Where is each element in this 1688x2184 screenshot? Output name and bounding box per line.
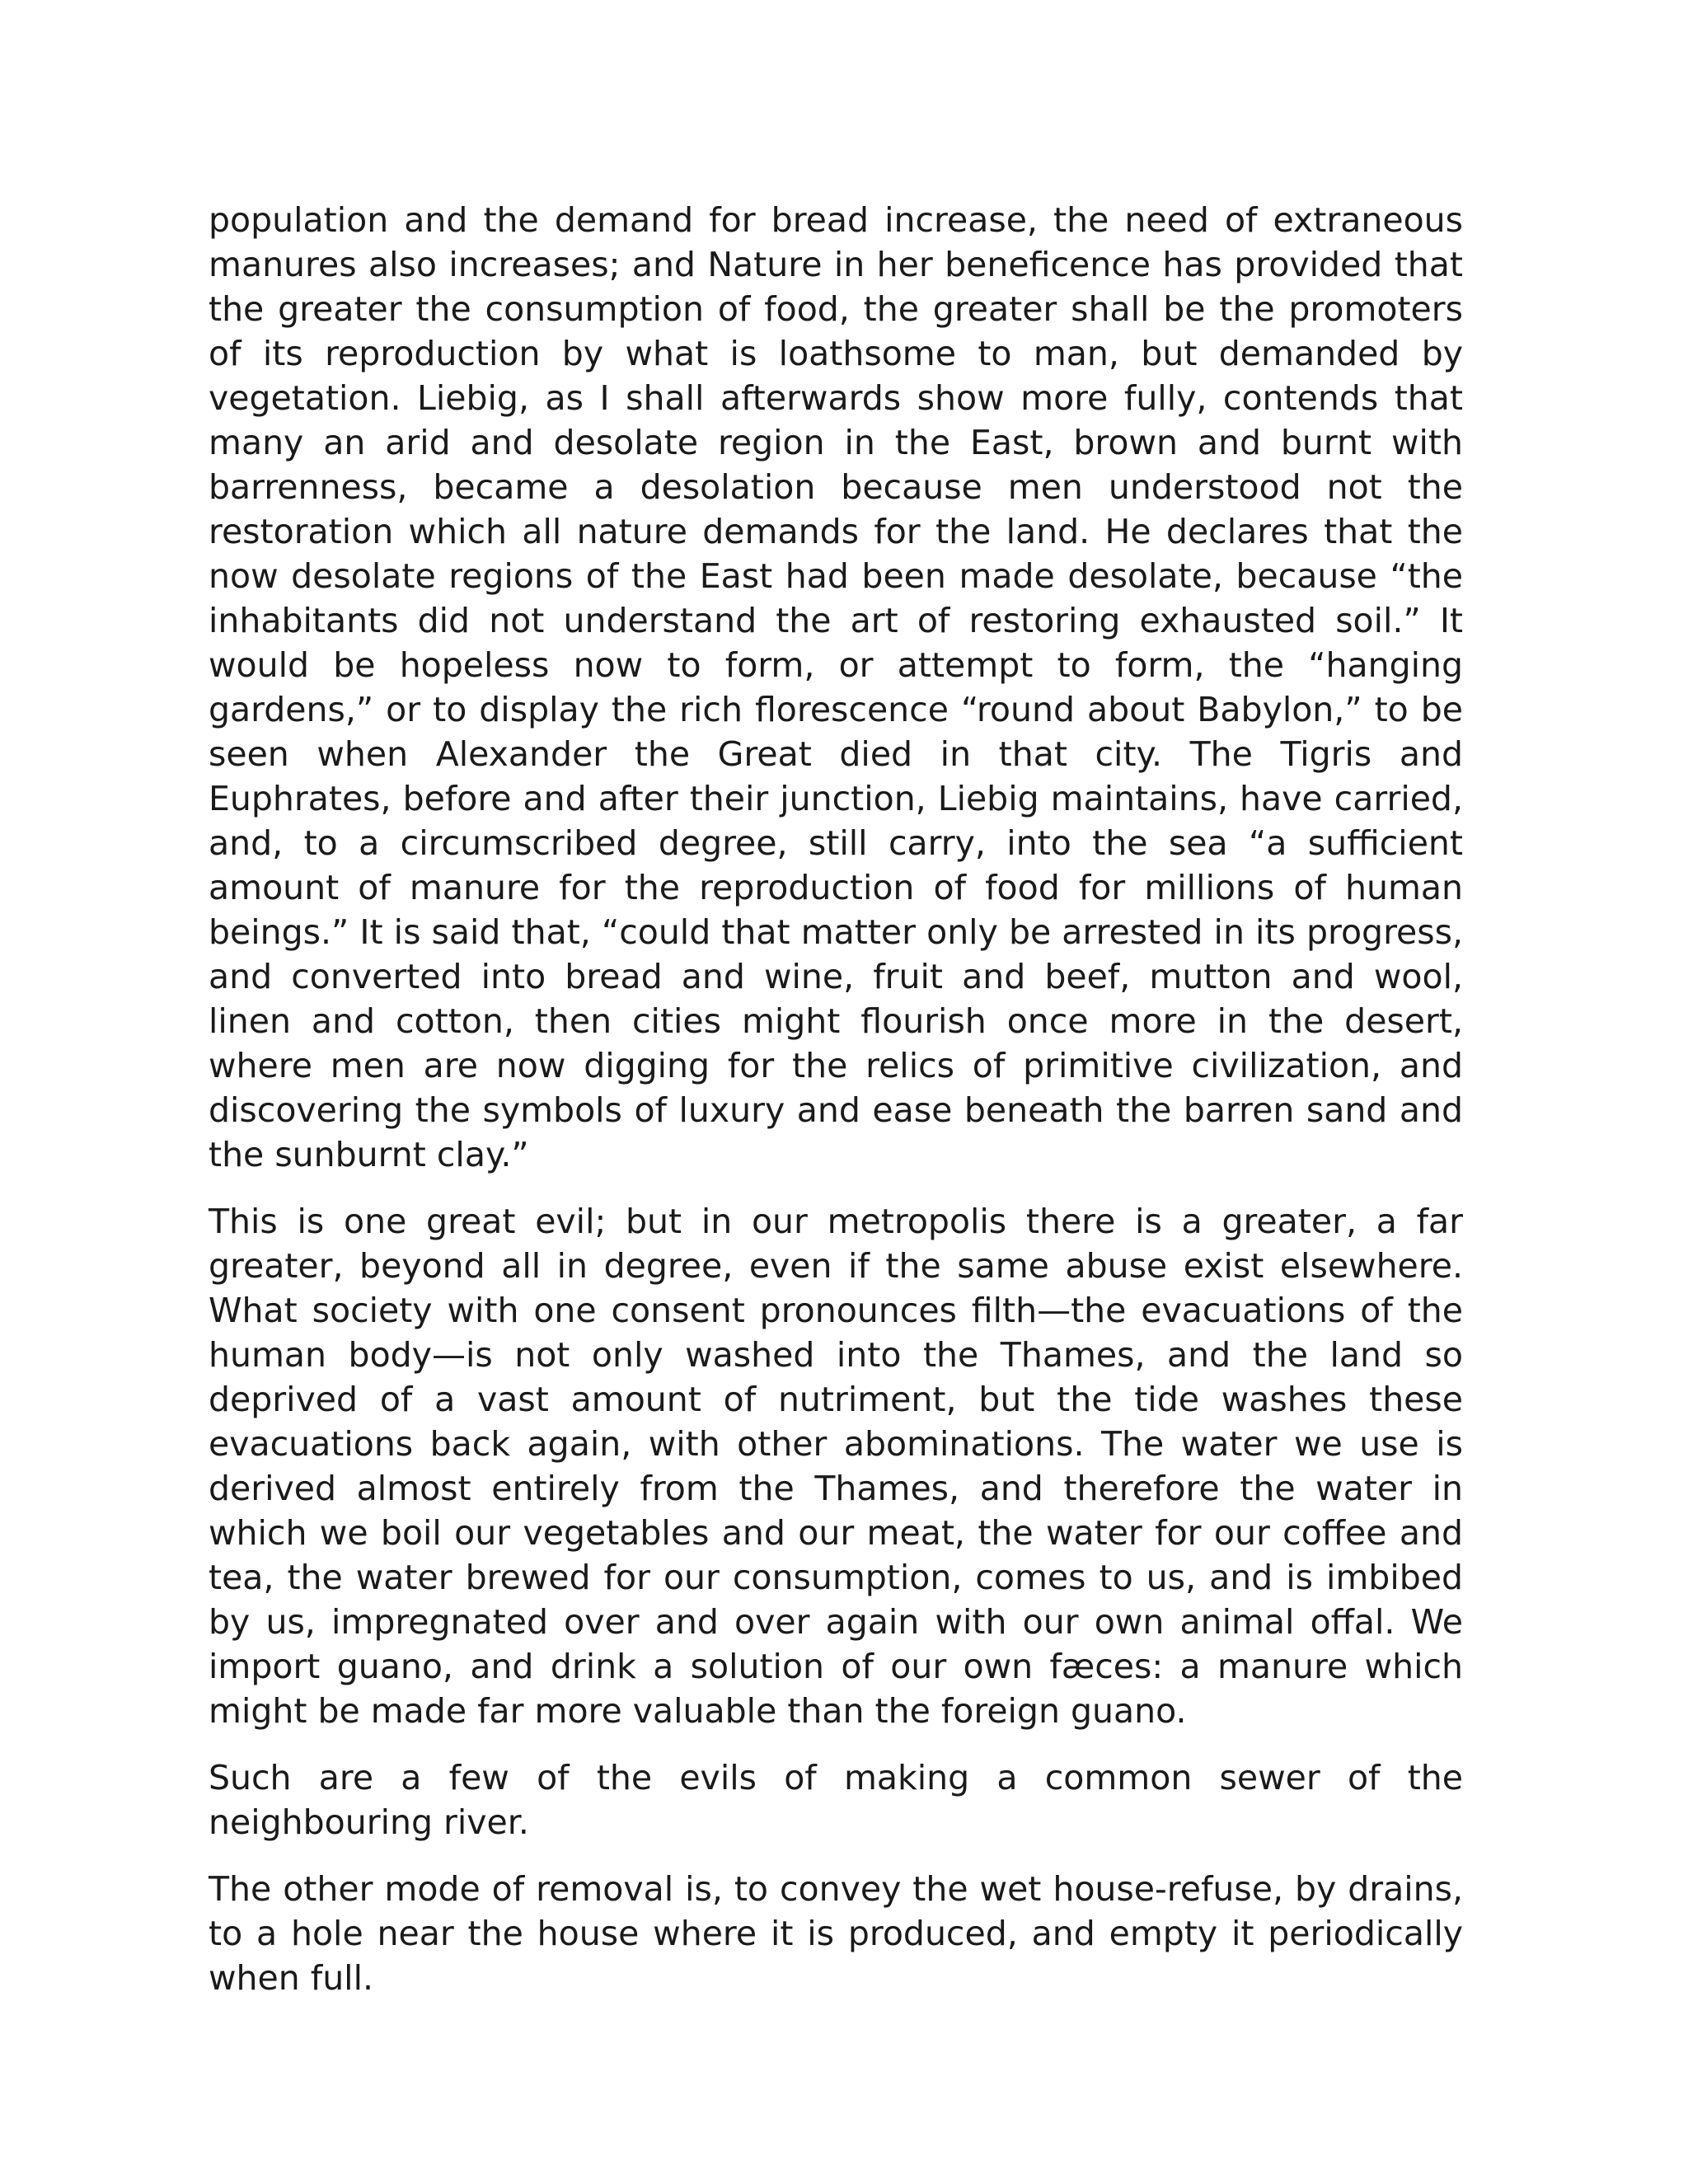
paragraph-2: This is one great evil; but in our metropolis there is a greater, a far greater, beyond all in degree, even if the same abuse exist elsewhere. What society with one consent pronounces filth—the evacuations of the human body—is not only washed into the Thames, and the land so deprived of a vast amount of nutriment, but the tide washes these evacuations back again, with other abominations. The water we use is derived almost entirely from the Thames, and therefore the water in which we boil our vegetables and our meat, the water for our coffee and tea, the water brewed for our consumption, comes to us, and is imbibed by us, impregnated over and over again with our own animal offal. We import guano, and drink a solution of our own fæces: a manure which might be made far more valuable than the foreign guano.	[209, 1202, 1463, 1731]
paragraph-1: population and the demand for bread increase, the need of extraneous manures also increases; and Nature in her beneficence has provided that the greater the consumption of food, the greater shall be the promoters of its reproduction by what is loathsome to man, but demanded by vegetation. Liebig, as I shall afterwards show more fully, contends that many an arid and desolate region in the East, brown and burnt with barrenness, became a desolation because men understood not the restoration which all nature demands for the land. He declares that the now desolate regions of the East had been made desolate, because “the inhabitants did not understand the art of restoring exhausted soil.” It would be hopeless now to form, or attempt to form, the “hanging gardens,” or to display the rich florescence “round about Babylon,” to be seen when Alexander the Great died in that city. The Tigris and Euphrates, before and after their junction, Liebig maintains, have carried, and, to a circumscribed degree, still carry, into the sea “a sufficient amount of manure for the reproduction of food for millions of human beings.” It is said that, “could that matter only be arrested in its progress, and converted into bread and wine, fruit and beef, mutton and wool, linen and cotton, then cities might flourish once more in the desert, where men are now digging for the relics of primitive civilization, and discovering the symbols of luxury and ease beneath the barren sand and the sunburnt clay.”	[209, 200, 1463, 1174]
document-page	[209, 198, 1463, 2022]
paragraph-4: The other mode of removal is, to convey the wet house-refuse, by drains, to a hole near the house where it is produced, and empty it periodically when full.	[209, 1869, 1463, 1998]
paragraph-3: Such are a few of the evils of making a common sewer of the neighbouring river.	[209, 1758, 1463, 1842]
